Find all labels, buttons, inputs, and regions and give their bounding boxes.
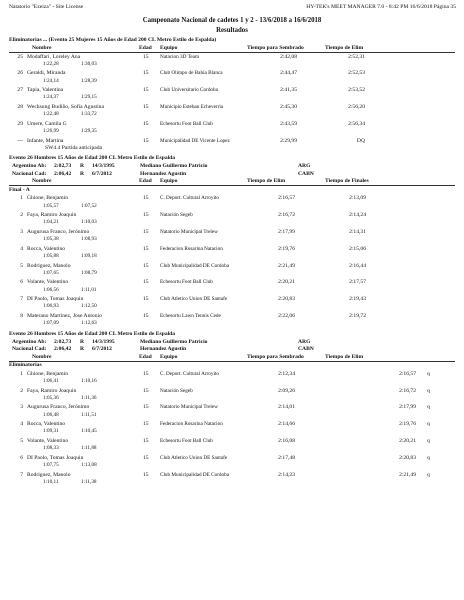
split-time: 1:08,33: [43, 445, 59, 452]
col-team-header: Equipo: [160, 45, 178, 51]
result-time: 2:19,76: [399, 421, 416, 428]
qualifier-mark: q: [427, 421, 430, 428]
record-code: R: [80, 163, 85, 170]
team-name: C. Deport. Cultural Arroyito: [160, 370, 219, 377]
team-name: Natación Segeb: [160, 387, 193, 394]
place-number: 1: [20, 370, 23, 377]
team-name: Municipalidad DE Vicente Lopez: [160, 137, 230, 144]
split-time: 1:22,48: [43, 111, 59, 118]
split-times: [43, 412, 119, 418]
swimmer-name: Tapia, Valentina: [27, 87, 64, 94]
split-time: 1:11,88: [81, 445, 97, 452]
place-number: 4: [20, 245, 23, 252]
place-number: 25: [17, 53, 23, 60]
split-times: [43, 270, 119, 276]
record-label: Nacional Cad:: [12, 170, 47, 177]
team-name: Club Olimpo de Bahia Blanca: [160, 70, 223, 77]
split-times: [43, 219, 119, 225]
team-name: Natatorio Municipal Trelew: [160, 404, 218, 411]
split-time: 1:06,48: [43, 411, 59, 418]
team-name: Club Atletico Union DE Santafe: [160, 454, 228, 461]
result-time: 2:21,49: [399, 471, 416, 478]
swimmer-name: Rodriguez, Manolo: [27, 471, 71, 478]
swimmer-age: 15: [143, 228, 149, 235]
swimmer-age: 15: [143, 370, 149, 377]
split-time: 1:11,01: [81, 286, 97, 293]
result-time: 2:16,72: [399, 387, 416, 394]
record-holder: Hernandez Agustin: [140, 170, 187, 177]
seed-time: 2:17,99: [278, 228, 295, 235]
split-times: [43, 78, 119, 84]
divider: [9, 185, 455, 186]
place-number: 2: [20, 387, 23, 394]
split-times: [43, 320, 119, 326]
col-final-header: Tiempo de Elim: [325, 45, 364, 51]
result-time: 2:56,20: [348, 103, 365, 110]
split-time: 1:04,21: [43, 219, 59, 226]
team-name: Club Municipalidad DE Cordoba: [160, 262, 230, 269]
col-age-header: Edad: [139, 45, 152, 51]
split-time: 1:11,36: [81, 394, 97, 401]
swimmer-name: Wechsung Budiño, Sofia Agustina: [27, 103, 104, 110]
result-time: 2:19,43: [349, 296, 366, 303]
header-license: Natatorio "Ezeiza" - Site License: [9, 4, 84, 10]
split-time: 1:10,45: [81, 428, 97, 435]
swimmer-age: 15: [143, 312, 149, 319]
swimmer-age: 15: [143, 137, 149, 144]
swimmer-age: 15: [143, 421, 149, 428]
split-time: 1:07,09: [43, 320, 59, 327]
swimmer-name: Geraldi, Miranda: [27, 70, 66, 77]
split-times: [43, 253, 119, 259]
split-time: 1:05,36: [43, 394, 59, 401]
split-times: [43, 61, 119, 67]
place-number: 7: [20, 471, 23, 478]
swimmer-age: 15: [143, 245, 149, 252]
team-name: Federacion Rosarina Natacion: [160, 245, 223, 252]
event-heading: Eliminatorias ... (Evento 25 Mujeres 15 Años de Edad 200 CL Metro Estilo de Espalda): [9, 37, 217, 43]
place-number: 6: [20, 279, 23, 286]
split-time: 1:11,38: [81, 478, 97, 485]
seed-time: 2:14,01: [278, 404, 295, 411]
col-name-header: Nombre: [32, 353, 52, 360]
result-time: 2:16,44: [349, 262, 366, 269]
place-number: 29: [17, 120, 23, 127]
result-time: 2:17,99: [399, 404, 416, 411]
split-times: [43, 428, 119, 434]
split-time: 1:07,52: [81, 202, 97, 209]
split-times: [43, 445, 119, 451]
swimmer-age: 15: [143, 387, 149, 394]
split-time: 1:12,63: [81, 320, 97, 327]
split-time: 1:26,99: [43, 127, 59, 134]
swimmer-name: Faya, Ramiro Joaquin: [27, 212, 77, 219]
swimmer-name: Rodriguez, Manolo: [27, 262, 71, 269]
record-label: Argentino Ab:: [12, 163, 47, 170]
result-time: 2:19,72: [349, 312, 366, 319]
disqualification-note: SW4.4 Partida anticipada: [45, 144, 103, 151]
seed-time: 2:20,83: [278, 296, 295, 303]
seed-time: 2:22,06: [278, 312, 295, 319]
swimmer-name: Augurusa Franco, Jerónimo: [27, 404, 90, 411]
swimmer-age: 15: [143, 471, 149, 478]
record-date: 6/7/2012: [92, 170, 112, 177]
swimmer-name: Volante, Valentino: [27, 437, 69, 444]
swimmer-name: Faya, Ramiro Joaquin: [27, 387, 77, 394]
seed-time: 2:12,34: [278, 370, 295, 377]
split-times: [43, 111, 119, 117]
record-time: 2:02,73: [54, 338, 72, 345]
swimmer-age: 15: [143, 103, 149, 110]
results-title: Resultados: [216, 27, 248, 34]
seed-time: 2:14,66: [278, 421, 295, 428]
seed-time: 2:44,47: [280, 70, 297, 77]
team-name: Natatorio Municipal Trelew: [160, 228, 218, 235]
team-name: Club Municipalidad DE Cordoba: [160, 471, 230, 478]
swimmer-name: Materano Martinez, Jose Antonio: [27, 312, 102, 319]
result-time: 2:15,06: [349, 245, 366, 252]
split-time: 1:24,14: [43, 77, 59, 84]
split-times: [43, 128, 119, 134]
col-age-header: Edad: [139, 178, 152, 185]
split-times: [43, 203, 119, 209]
col-age-header: Edad: [139, 353, 152, 360]
result-time: 2:52,53: [348, 70, 365, 77]
split-time: 1:33,72: [81, 111, 97, 118]
result-time: 2:17,57: [349, 279, 366, 286]
swimmer-age: 15: [143, 454, 149, 461]
split-time: 1:13,08: [81, 461, 97, 468]
place-number: ---: [17, 137, 23, 144]
result-time: 2:16,57: [399, 370, 416, 377]
team-name: Club Atletico Union DE Santafe: [160, 296, 228, 303]
swimmer-age: 15: [143, 53, 149, 60]
meet-title: Campeonato Nacional de cadetes 1 y 2 - 13/6/2018 a 16/6/2018: [142, 17, 322, 24]
split-time: 1:29,15: [81, 94, 97, 101]
record-holder: Mediano Guillermo Patricio: [140, 338, 208, 345]
record-time: 2:06,42: [54, 170, 72, 177]
record-label: Argentino Ab:: [12, 338, 47, 345]
col-seed-header: Tiempo para Sembrado: [247, 45, 304, 51]
place-number: 8: [20, 312, 23, 319]
seed-time: 2:16,08: [278, 437, 295, 444]
split-time: 1:12,50: [81, 303, 97, 310]
seed-time: 2:43,59: [280, 120, 297, 127]
swimmer-name: Modaffari, Loreley Ana: [27, 53, 81, 60]
swimmer-age: 15: [143, 262, 149, 269]
seed-time: 2:19,76: [278, 245, 295, 252]
seed-time: 2:09,26: [278, 387, 295, 394]
split-time: 1:30,03: [81, 60, 97, 67]
place-number: 4: [20, 421, 23, 428]
record-date: 14/3/1995: [92, 163, 115, 170]
record-holder: Hernandez Agustin: [140, 346, 187, 353]
swimmer-age: 15: [143, 212, 149, 219]
split-time: 1:22,28: [43, 60, 59, 67]
col-team-header: Equipo: [160, 353, 178, 360]
record-team: CABN: [298, 170, 314, 177]
split-time: 1:06,56: [43, 286, 59, 293]
record-holder: Mediano Guillermo Patricio: [140, 163, 208, 170]
result-time: 2:20,21: [399, 437, 416, 444]
qualifier-mark: q: [427, 387, 430, 394]
qualifier-mark: q: [427, 370, 430, 377]
split-times: [43, 479, 119, 485]
team-name: Club Universitario Cordoba: [160, 87, 218, 94]
place-number: 5: [20, 262, 23, 269]
record-code: R: [80, 338, 85, 345]
col-seed-header: Tiempo de Elim: [247, 178, 286, 185]
split-time: 1:06,41: [43, 377, 59, 384]
split-times: [43, 287, 119, 293]
split-time: 1:09,18: [81, 252, 97, 259]
team-name: Federacion Rosarina Natacion: [160, 421, 223, 428]
seed-time: 2:45,30: [280, 103, 297, 110]
record-team: CABN: [298, 346, 314, 353]
place-number: 2: [20, 212, 23, 219]
split-time: 1:07,75: [43, 461, 59, 468]
split-time: 1:08,93: [81, 236, 97, 243]
col-final-header: Tiempo de Elim: [325, 353, 364, 360]
team-name: Natación Segeb: [160, 212, 193, 219]
event-heading: Evento 26 Hombres 15 Años de Edad 200 CL Metro Estilo de Espalda: [9, 155, 176, 162]
seed-time: 2:29,99: [280, 137, 297, 144]
swimmer-age: 15: [143, 437, 149, 444]
result-time: 2:56,34: [348, 120, 365, 127]
qualifier-mark: q: [427, 471, 430, 478]
split-time: 1:06,93: [43, 303, 59, 310]
split-times: [43, 94, 119, 100]
split-times: [43, 303, 119, 309]
split-time: 1:24,37: [43, 94, 59, 101]
seed-time: 2:42,08: [280, 53, 297, 60]
col-team-header: Equipo: [160, 178, 178, 185]
split-time: 1:10,16: [81, 377, 97, 384]
col-final-header: Tiempo de Finales: [325, 178, 369, 185]
swimmer-name: Umere, Camila G: [27, 120, 67, 127]
split-time: 1:07,65: [43, 269, 59, 276]
record-code: R: [80, 170, 85, 177]
swimmer-age: 15: [143, 120, 149, 127]
place-number: 5: [20, 437, 23, 444]
qualifier-mark: q: [427, 404, 430, 411]
place-number: 27: [17, 87, 23, 94]
swimmer-name: DI Paolo, Tomas Joaquin: [27, 454, 84, 461]
swimmer-name: Volante, Valentino: [27, 279, 69, 286]
qualifier-mark: q: [427, 454, 430, 461]
team-name: Natacion 3D Team: [160, 53, 200, 60]
col-seed-header: Tiempo para Sembrado: [247, 353, 304, 360]
swimmer-name: Rocca, Valentino: [27, 245, 66, 252]
split-time: 1:09,31: [43, 428, 59, 435]
swimmer-age: 15: [143, 87, 149, 94]
result-time: 2:52,31: [348, 53, 365, 60]
team-name: C. Deport. Cultural Arroyito: [160, 195, 219, 202]
result-time: DQ: [356, 137, 365, 144]
record-time: 2:06,42: [54, 346, 72, 353]
split-time: 1:29,35: [81, 127, 97, 134]
team-name: Echesortu Foot Ball Club: [160, 120, 213, 127]
place-number: 7: [20, 296, 23, 303]
split-time: 1:05,38: [43, 236, 59, 243]
swimmer-age: 15: [143, 296, 149, 303]
place-number: 28: [17, 103, 23, 110]
seed-time: 2:21,49: [278, 262, 295, 269]
result-time: 2:20,83: [399, 454, 416, 461]
seed-time: 2:16,72: [278, 212, 295, 219]
split-time: 1:28,39: [81, 77, 97, 84]
place-number: 3: [20, 404, 23, 411]
swimmer-name: Infante, Martina: [27, 137, 64, 144]
seed-time: 2:16,57: [278, 195, 295, 202]
place-number: 26: [17, 70, 23, 77]
split-time: 1:11,51: [81, 411, 97, 418]
split-times: [43, 395, 119, 401]
record-team: ARG: [298, 338, 311, 345]
swimmer-name: Ghione, Benjamin: [27, 195, 69, 202]
team-name: Echesortu Foot Ball Club: [160, 279, 213, 286]
swimmer-name: DI Paolo, Tomas Joaquin: [27, 296, 84, 303]
result-time: 2:14,31: [349, 228, 366, 235]
swimmer-name: Augurusa Franco, Jerónimo: [27, 228, 90, 235]
split-time: 1:10,03: [81, 219, 97, 226]
place-number: 3: [20, 228, 23, 235]
record-code: R: [80, 346, 85, 353]
seed-time: 2:20,21: [278, 279, 295, 286]
split-times: [43, 236, 119, 242]
split-times: [43, 378, 119, 384]
divider: [9, 361, 455, 362]
split-time: 1:05,57: [43, 202, 59, 209]
swimmer-age: 15: [143, 404, 149, 411]
record-team: ARG: [298, 163, 311, 170]
col-name-header: Nombre: [32, 178, 52, 185]
record-date: 6/7/2012: [92, 346, 112, 353]
event-heading: Evento 26 Hombres 15 Años de Edad 200 CL Metro Estilo de Espalda: [9, 330, 176, 337]
result-time: 2:14,24: [349, 212, 366, 219]
place-number: 1: [20, 195, 23, 202]
split-time: 1:10,11: [43, 478, 59, 485]
seed-time: 2:41,35: [280, 87, 297, 94]
split-time: 1:05,88: [43, 252, 59, 259]
result-time: 2:13,09: [349, 195, 366, 202]
swimmer-name: Ghione, Benjamin: [27, 370, 69, 377]
qualifier-mark: q: [427, 437, 430, 444]
result-time: 2:53,52: [348, 87, 365, 94]
prelims-heading: Eliminatorias: [9, 362, 42, 369]
swimmer-age: 15: [143, 70, 149, 77]
record-label: Nacional Cad:: [12, 346, 47, 353]
swimmer-age: 15: [143, 195, 149, 202]
team-name: Echesortu Foot Ball Club: [160, 437, 213, 444]
place-number: 6: [20, 454, 23, 461]
header-software: HY-TEK's MEET MANAGER 7.0 - 8:42 PM 16/6/2018 Página 35: [306, 4, 456, 10]
team-name: Echesortu Lawn Tennis Cede: [160, 312, 221, 319]
swimmer-age: 15: [143, 279, 149, 286]
split-times: [43, 462, 119, 468]
record-date: 14/3/1995: [92, 338, 115, 345]
col-name-header: Nombre: [32, 45, 52, 51]
swimmer-name: Rocca, Valentino: [27, 421, 66, 428]
record-time: 2:02,73: [54, 163, 72, 170]
seed-time: 2:17,48: [278, 454, 295, 461]
final-heading: Final - A: [9, 186, 30, 193]
split-time: 1:08,79: [81, 269, 97, 276]
team-name: Municipio Esteban Echeverria: [160, 103, 224, 110]
seed-time: 2:14,23: [278, 471, 295, 478]
